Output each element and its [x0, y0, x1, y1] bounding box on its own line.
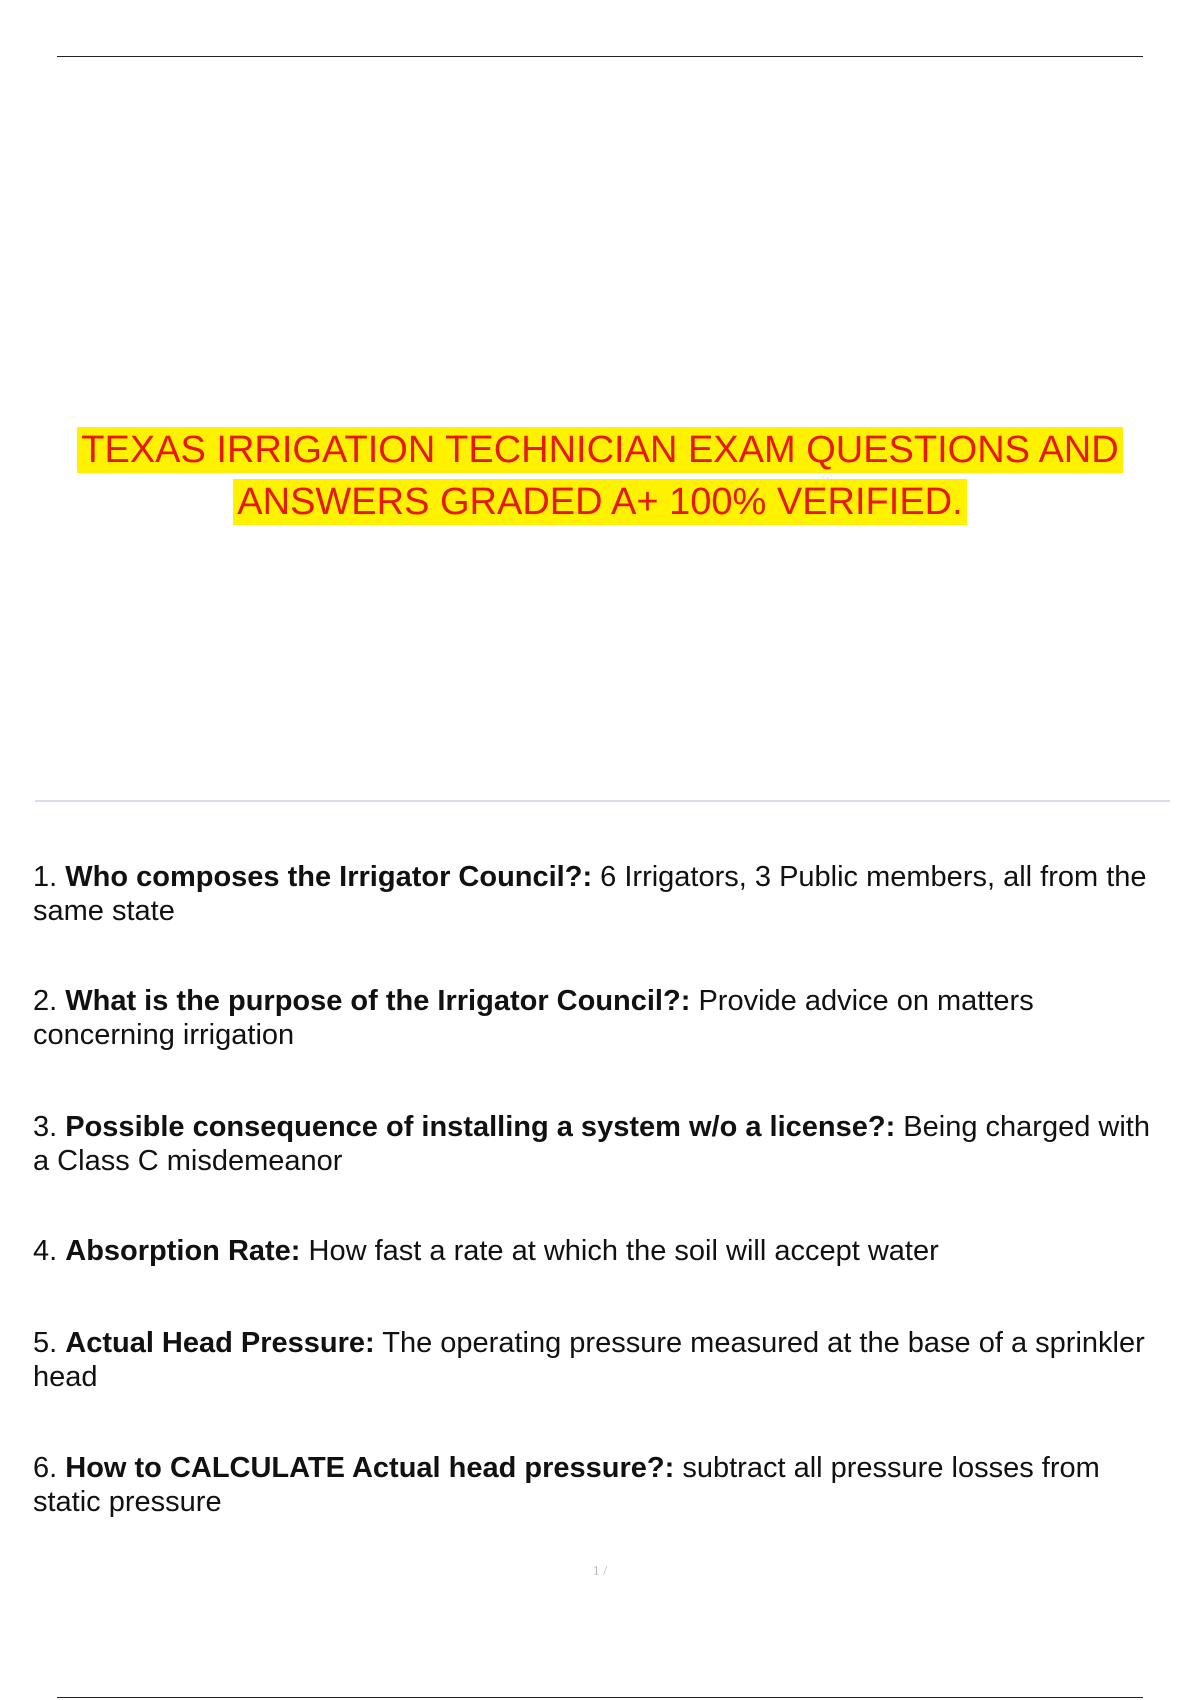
document-title [40, 424, 1160, 528]
qa-item [33, 1234, 939, 1268]
item-number: 6. [33, 1452, 58, 1484]
question-text: How to CALCULATE Actual head pressure?: [65, 1452, 675, 1484]
answer-text: 6 Irrigators, 3 Public members, all from the same state [33, 861, 1147, 927]
top-rule [57, 56, 1143, 57]
answer-text: subtract all pressure losses from static pressure [33, 1452, 1100, 1518]
question-text: Absorption Rate: [65, 1235, 301, 1267]
item-number: 5. [33, 1327, 58, 1359]
answer-text: How fast a rate at which the soil will accept water [308, 1235, 939, 1267]
item-number: 2. [33, 985, 58, 1017]
question-text: What is the purpose of the Irrigator Council?: [65, 985, 691, 1017]
answer-text: The operating pressure measured at the base of a sprinkler head [33, 1327, 1145, 1393]
title-line-1: TEXAS IRRIGATION TECHNICIAN EXAM QUESTIONS AND [77, 427, 1122, 473]
item-number: 1. [33, 861, 58, 893]
bottom-rule [57, 1697, 1143, 1698]
qa-item [33, 1451, 1173, 1519]
title-line-2: ANSWERS GRADED A+ 100% VERIFIED. [233, 479, 966, 525]
qa-item [33, 1110, 1173, 1178]
item-number: 3. [33, 1111, 58, 1143]
question-text: Who composes the Irrigator Council?: [65, 861, 593, 893]
answer-text: Provide advice on matters concerning irrigation [33, 985, 1034, 1051]
answer-text: Being charged with a Class C misdemeanor [33, 1111, 1150, 1177]
section-divider [35, 800, 1170, 802]
qa-item [33, 1326, 1173, 1394]
qa-item [33, 984, 1173, 1052]
item-number: 4. [33, 1235, 58, 1267]
qa-item [33, 860, 1173, 928]
question-text: Actual Head Pressure: [65, 1327, 375, 1359]
page-number: 1 / [592, 1564, 608, 1579]
question-text: Possible consequence of installing a system w/o a license?: [65, 1111, 896, 1143]
